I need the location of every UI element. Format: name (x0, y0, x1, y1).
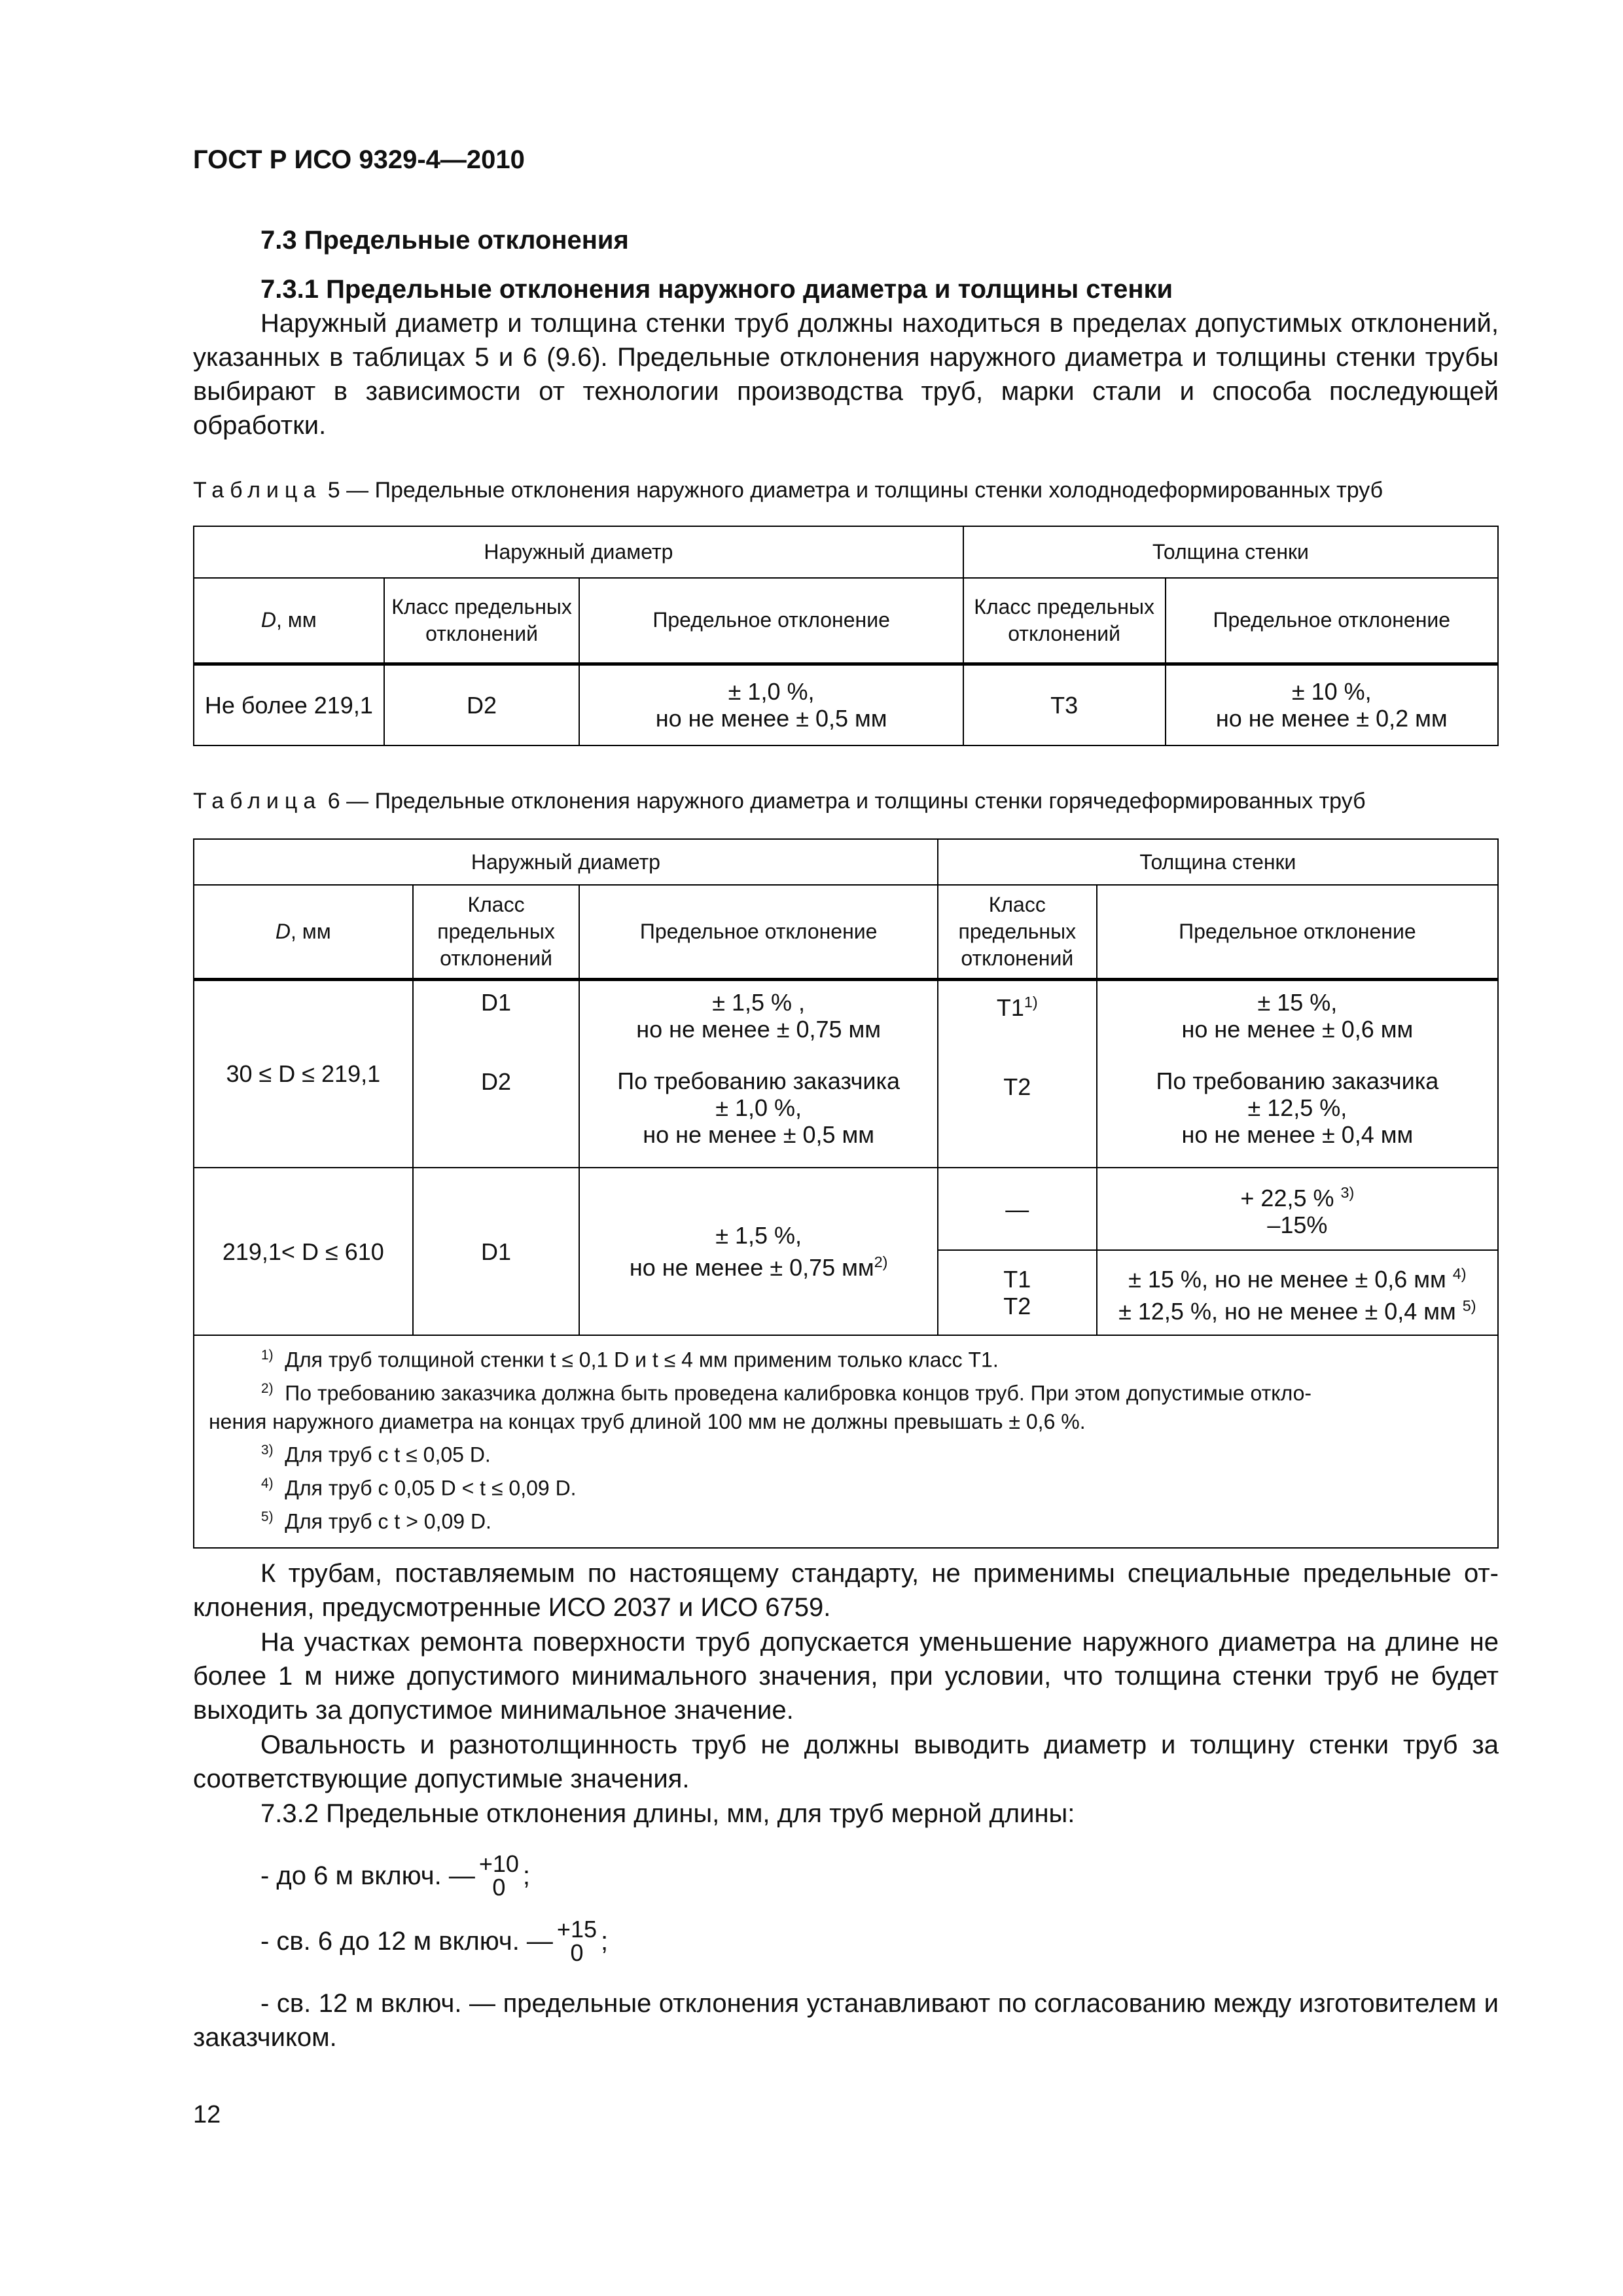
table5-header-outer-diameter: Наружный диаметр (194, 526, 963, 578)
table6-group1-range: 30 ≤ D ≤ 219,1 (194, 979, 413, 1168)
table6-footnote-2-cont: нения наружного диаметра на концах труб длиной 100 мм не должны превышать ± 0,6 %. (209, 1410, 1086, 1434)
table6-header-d: D, мм (194, 885, 413, 979)
table5-cell-class-wall: T3 (963, 664, 1166, 745)
table5 (193, 526, 1499, 746)
table6-caption-number: 6 (327, 789, 340, 814)
table5-cell-d: Не более 219,1 (194, 664, 384, 745)
section-7-3-1-title: 7.3.1 Предельные отклонения наружного диаметра и толщины стенки (260, 275, 1173, 304)
page-number: 12 (193, 2101, 221, 2128)
table5-header-wall-thickness: Толщина стенки (963, 526, 1498, 578)
table6-group2-class: D1 (413, 1168, 580, 1335)
table6-header-outer-diameter: Наружный диаметр (194, 839, 938, 885)
table6-group2-class-wall-a: — (938, 1168, 1097, 1250)
table6-group2-range: 219,1< D ≤ 610 (194, 1168, 413, 1335)
paragraph-tolerances-intro: Наружный диаметр и толщина стенки труб должны находиться в пределах допустимых отклонений, указанных в таблицах 5 и 6 (9.6). Предельные отклонения наружного диаметра и толщины стенки трубы выбирают в зависимости от технологии производства труб, марки стали и способа последующей обработки. (193, 309, 1499, 440)
table6-header-class: Класс предельных отклонений (413, 885, 580, 979)
table6-footnote-5: $^{5)}$ Для труб с t > 0,09 D. (261, 1509, 491, 1534)
table5-caption-number: 5 (327, 478, 340, 503)
table6-caption-word: Таблица (193, 789, 322, 814)
table5-cell-deviation-wall: ± 10 %, но не менее ± 0,2 мм (1166, 664, 1498, 745)
table6-group2-deviation: ± 1,5 %, но не менее ± 0,75 $мм^{2)}$ (579, 1168, 937, 1335)
table6-group1-class-wall: T1$^{1)}$ T2 (938, 979, 1097, 1168)
paragraph-ovality: Овальность и разнотолщинность труб не должны выводить диаметр и толщину стенки труб за соответствующие допустимые значения. (193, 1731, 1499, 1793)
table6-group1-deviation-wall: ± 15 %, но не менее ± 0,6 мм По требованию заказчика ± 12,5 %, но не менее ± 0,4 мм (1097, 979, 1498, 1168)
table6-footnote-3: $^{3)}$ Для труб с t ≤ 0,05 D. (261, 1443, 491, 1467)
section-7-3-title: 7.3 Предельные отклонения (260, 226, 629, 255)
table5-cell-deviation: ± 1,0 %, но не менее ± 0,5 мм (579, 664, 963, 745)
section-7-3-2-text: 7.3.2 Предельные отклонения длины, мм, для труб мерной длины: (260, 1799, 1075, 1828)
document-header: ГОСТ Р ИСО 9329-4—2010 (193, 145, 525, 174)
tolerance-fraction-1: +10 0 (478, 1850, 519, 1901)
table6-group2-deviation-wall-b: ± 15 %, но не менее ± 0,6 мм $^{4)}$ ± 12,5 %, но не менее ± 0,4 мм $^{5)}$ (1097, 1250, 1498, 1335)
table6-footnote-1: $^{1)}$ Для труб толщиной стенки t ≤ 0,1 D и t ≤ 4 мм применим только класс T1. (261, 1348, 999, 1372)
length-tolerance-item-1: - до 6 м включ. — +10 0 ; (260, 1850, 531, 1901)
table6-caption-text: — Предельные отклонения наружного диаметра и толщины стенки горячедеформированных труб (346, 789, 1366, 814)
tolerance-fraction-2: +15 0 (556, 1916, 597, 1966)
length-tolerance-item-3: - св. 12 м включ. — предельные отклонения устанавливают по согласованию между изготовителем и заказчиком. (193, 1989, 1499, 2052)
table5-header-class: Класс предельных отклонений (384, 578, 580, 664)
length-tolerance-item-2: - св. 6 до 12 м включ. — +15 0 ; (260, 1916, 609, 1966)
table5-caption-text: — Предельные отклонения наружного диаметра и толщины стенки холоднодеформированных труб (346, 478, 1383, 503)
table6-group2-deviation-wall-a: + 22,5 % $^{3)}$ –15% (1097, 1168, 1498, 1250)
table6-group2-class-wall-b: T1 T2 (938, 1250, 1097, 1335)
table6-footnote-4: $^{4)}$ Для труб с 0,05 D < t ≤ 0,09 D. (261, 1475, 577, 1500)
table6-header-class-wall: Класс предельных отклонений (938, 885, 1097, 979)
table6-header-deviation-wall: Предельное отклонение (1097, 885, 1498, 979)
paragraph-special-tolerances: К трубам, поставляемым по настоящему стандарту, не применимы специальные предельные отклонения, предусмотренные ИСО 2037 и ИСО 6759. (193, 1559, 1499, 1622)
table5-header-d: D, мм (194, 578, 384, 664)
table5-header-deviation: Предельное отклонение (579, 578, 963, 664)
table6 (193, 838, 1499, 1549)
table5-caption (193, 478, 1383, 503)
table6-caption (193, 789, 1366, 814)
table5-caption-word: Таблица (193, 478, 322, 503)
table6-footnotes (194, 1335, 1498, 1548)
table5-header-deviation-wall: Предельное отклонение (1166, 578, 1498, 664)
table6-group1-deviation: ± 1,5 % , но не менее ± 0,75 мм По требованию заказчика ± 1,0 %, но не менее ± 0,5 мм (579, 979, 937, 1168)
table6-group1-class: D1 D2 (413, 979, 580, 1168)
table5-cell-class: D2 (384, 664, 580, 745)
table6-footnote-2: $^{2)}$ По требованию заказчика должна быть проведена калибровка концов труб. При этом допустимые откло- (261, 1380, 1312, 1405)
table5-header-class-wall: Класс предельных отклонений (963, 578, 1166, 664)
paragraph-surface-repair: На участках ремонта поверхности труб допускается уменьшение наружного диаметра на длине не более 1 м ниже допустимого минимального значения, при условии, что толщина стенки труб не будет выходить за допустимое минимальное значение. (193, 1628, 1499, 1725)
table6-header-deviation: Предельное отклонение (579, 885, 937, 979)
table6-header-wall-thickness: Толщина стенки (938, 839, 1498, 885)
